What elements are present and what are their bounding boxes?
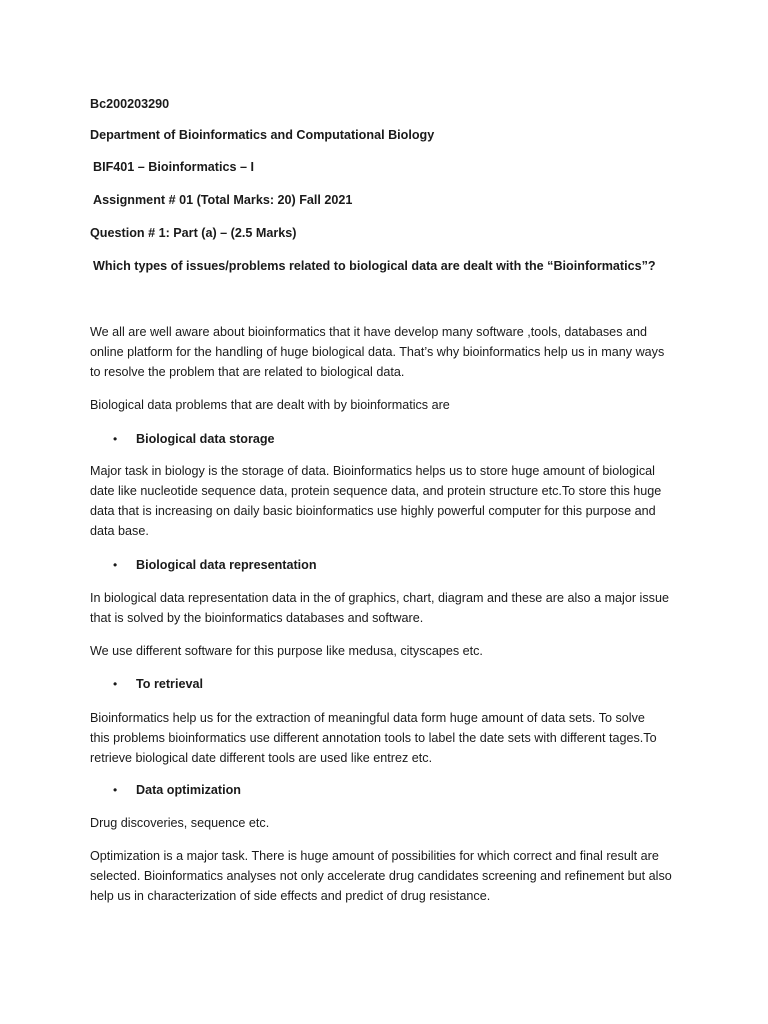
- section-paragraph: [90, 813, 690, 833]
- question-title: Question # 1: Part (a) – (2.5 Marks): [90, 226, 297, 240]
- intro-paragraph: [90, 322, 690, 382]
- bullet-icon: •: [113, 677, 118, 691]
- department-title: Department of Bioinformatics and Computational Biology: [90, 128, 435, 142]
- bullet-icon: •: [113, 558, 118, 572]
- paragraph-line: date like nucleotide sequence data, protein sequence data, and protein structure etc.To store this huge: [90, 484, 662, 498]
- section-heading-retrieval: To retrieval: [136, 677, 203, 691]
- section-paragraph: [90, 641, 690, 661]
- intro-line: to resolve the problem that are related to biological data.: [90, 365, 405, 379]
- assignment-title: Assignment # 01 (Total Marks: 20) Fall 2021: [93, 193, 353, 207]
- section-heading-storage: Biological data storage: [136, 432, 275, 446]
- paragraph-line: We use different software for this purpose like medusa, cityscapes etc.: [90, 644, 483, 658]
- question-prompt: Which types of issues/problems related to biological data are dealt with the “Bioinformatics”?: [93, 259, 656, 273]
- intro-line: online platform for the handling of huge biological data. That’s why bioinformatics help us in many ways: [90, 345, 665, 359]
- section-paragraph: [90, 588, 690, 628]
- bullet-icon: •: [113, 783, 118, 797]
- section-paragraph: [90, 461, 690, 541]
- intro-lead: Biological data problems that are dealt with by bioinformatics are: [90, 398, 450, 412]
- paragraph-line: Optimization is a major task. There is huge amount of possibilities for which correct and final result are: [90, 849, 659, 863]
- bullet-icon: •: [113, 432, 118, 446]
- paragraph-line: Drug discoveries, sequence etc.: [90, 816, 270, 830]
- paragraph-line: Bioinformatics help us for the extraction of meaningful data form huge amount of data sets. To solve: [90, 711, 645, 725]
- paragraph-line: that is solved by the bioinformatics databases and software.: [90, 611, 424, 625]
- paragraph-line: data base.: [90, 524, 149, 538]
- paragraph-line: data that is increasing on daily basic bioinformatics use highly powerful computer for this purpose and: [90, 504, 656, 518]
- paragraph-line: help us in characterization of side effects and predict of drug resistance.: [90, 889, 491, 903]
- section-paragraph: [90, 708, 690, 768]
- paragraph-line: this problems bioinformatics use different annotation tools to label the date sets with different tages.To: [90, 731, 657, 745]
- student-id: Bc200203290: [90, 97, 170, 111]
- paragraph-line: selected. Bioinformatics analyses not only accelerate drug candidates screening and refinement but also: [90, 869, 672, 883]
- section-heading-optimization: Data optimization: [136, 783, 241, 797]
- paragraph-line: Major task in biology is the storage of data. Bioinformatics helps us to store huge amount of biological: [90, 464, 655, 478]
- intro-line: We all are well aware about bioinformatics that it have develop many software ,tools, databases and: [90, 325, 647, 339]
- paragraph-line: In biological data representation data in the of graphics, chart, diagram and these are also a major issue: [90, 591, 669, 605]
- section-paragraph: [90, 846, 690, 906]
- paragraph-line: retrieve biological date different tools are used like entrez etc.: [90, 751, 433, 765]
- course-title: BIF401 – Bioinformatics – I: [93, 160, 254, 174]
- section-heading-representation: Biological data representation: [136, 558, 317, 572]
